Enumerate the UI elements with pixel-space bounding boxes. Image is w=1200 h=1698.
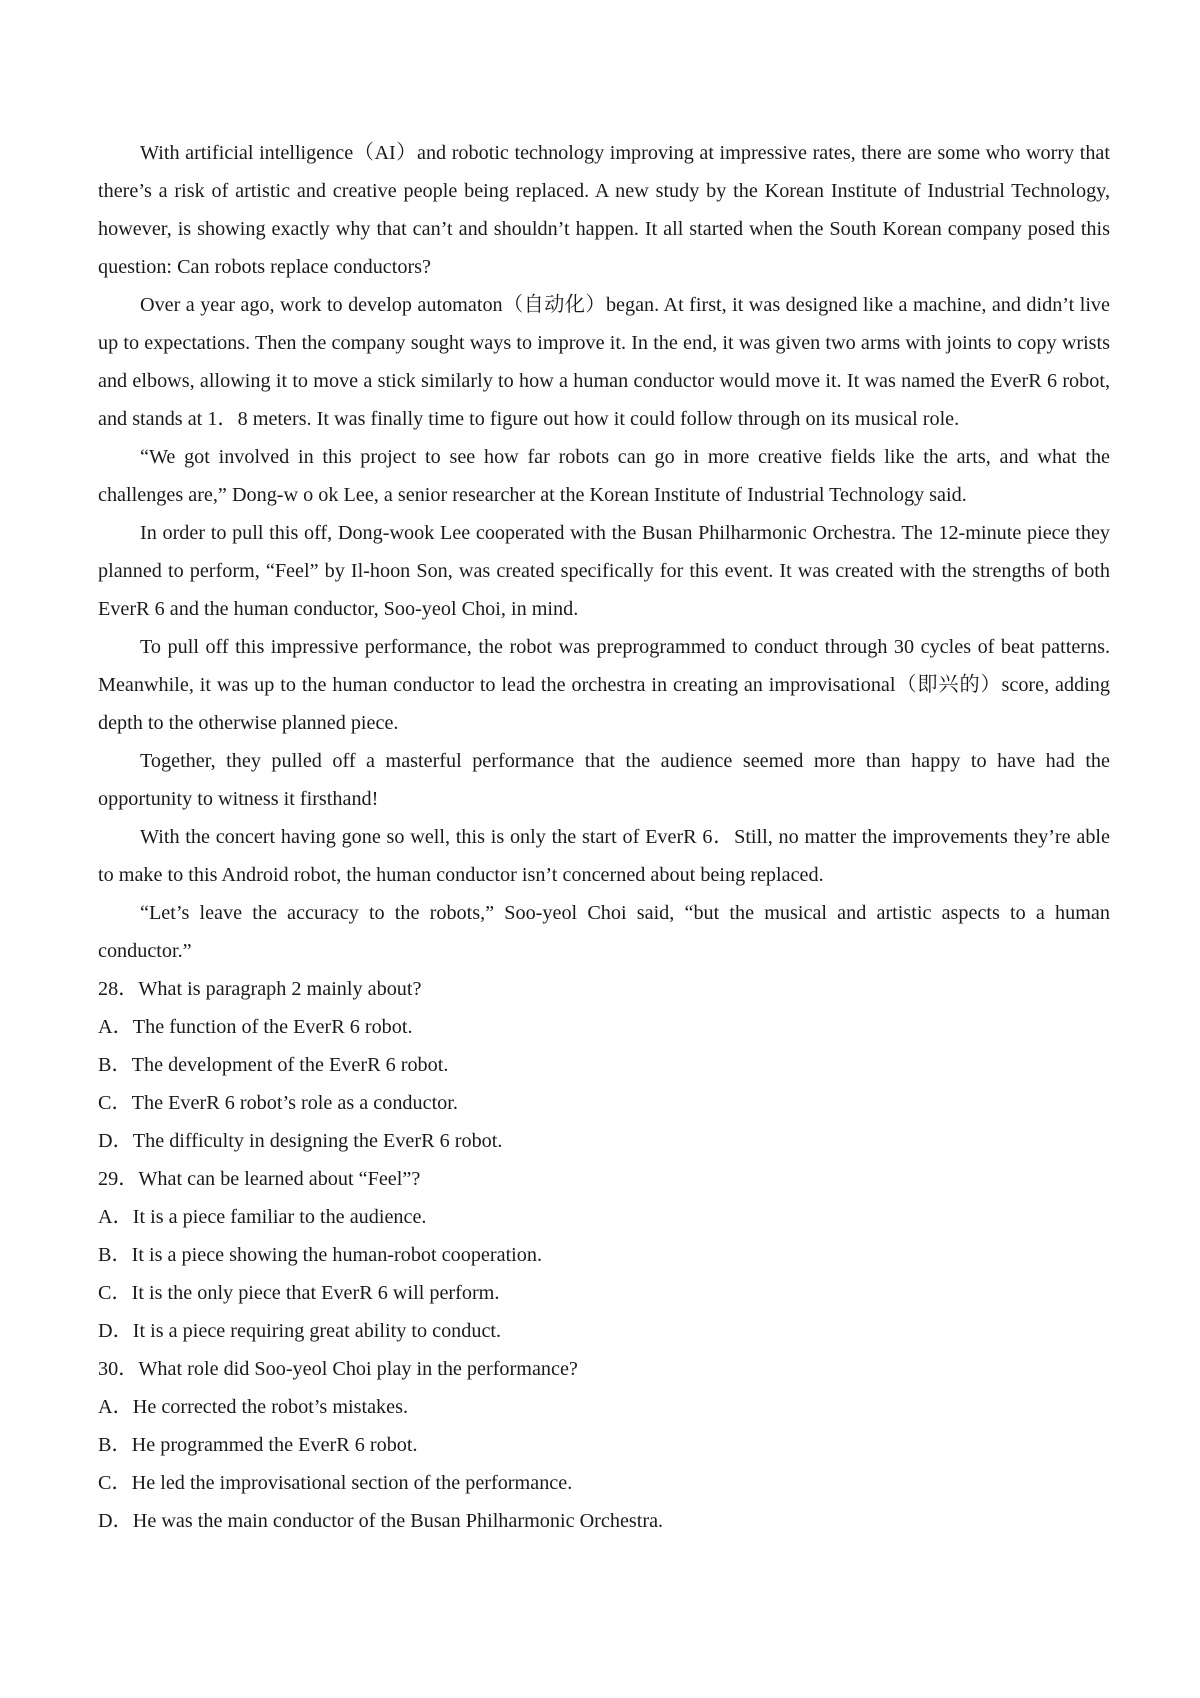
option-b: B．He programmed the EverR 6 robot. (98, 1434, 418, 1456)
passage-paragraph-2: Over a year ago, work to develop automaton（自动化）began. At first, it was designed like a machine, and didn’t live up to expectations. Then the company sought ways to improve it. In the end, it was given two arms with joints to copy wrists and elbows, allowing it to move a stick similarly to how a human conductor would move it. It was named the EverR 6 robot, and stands at 1．8 meters. It was finally time to figure out how it could follow through on its musical role. (98, 294, 1110, 430)
option-a: A．It is a piece familiar to the audience. (98, 1206, 427, 1228)
question-stem: 30．What role did Soo-yeol Choi play in the performance? (98, 1358, 578, 1380)
passage-paragraph-5: To pull off this impressive performance, the robot was preprogrammed to conduct through 30 cycles of beat patterns. Meanwhile, it was up to the human conductor to lead the orchestra in creating an improvisational（即兴的）score, adding depth to the otherwise planned piece. (98, 636, 1110, 734)
option-d: D．He was the main conductor of the Busan Philharmonic Orchestra. (98, 1510, 664, 1532)
option-a: A．He corrected the robot’s mistakes. (98, 1396, 409, 1418)
question-stem: 29．What can be learned about “Feel”? (98, 1168, 421, 1190)
passage-paragraph-4: In order to pull this off, Dong-wook Lee cooperated with the Busan Philharmonic Orchestra. The 12-minute piece they planned to perform, “Feel” by Il-hoon Son, was created specifically for this event. It was created with the strengths of both EverR 6 and the human conductor, Soo-yeol Choi, in mind. (98, 522, 1110, 620)
option-b: B．It is a piece showing the human-robot cooperation. (98, 1244, 543, 1266)
passage-paragraph-6: Together, they pulled off a masterful performance that the audience seemed more than happy to have had the opportunity to witness it firsthand! (98, 750, 1110, 810)
option-b: B．The development of the EverR 6 robot. (98, 1054, 449, 1076)
document-page (98, 134, 1110, 1540)
passage-paragraph-1: With artificial intelligence（AI）and robotic technology improving at impressive rates, there are some who worry that there’s a risk of artistic and creative people being replaced. A new study by the Korean Institute of Industrial Technology, however, is showing exactly why that can’t and shouldn’t happen. It all started when the South Korean company posed this question: Can robots replace conductors? (98, 142, 1110, 278)
reading-passage (98, 134, 1110, 970)
passage-paragraph-8: “Let’s leave the accuracy to the robots,” Soo-yeol Choi said, “but the musical and artistic aspects to a human conductor.” (98, 902, 1110, 962)
question-29 (98, 1160, 1110, 1350)
option-a: A．The function of the EverR 6 robot. (98, 1016, 413, 1038)
option-d: D．It is a piece requiring great ability to conduct. (98, 1320, 502, 1342)
option-c: C．The EverR 6 robot’s role as a conductor. (98, 1092, 458, 1114)
question-30 (98, 1350, 1110, 1540)
passage-paragraph-7: With the concert having gone so well, this is only the start of EverR 6．Still, no matter the improvements they’re able to make to this Android robot, the human conductor isn’t concerned about being replaced. (98, 826, 1110, 886)
option-c: C．It is the only piece that EverR 6 will perform. (98, 1282, 500, 1304)
passage-paragraph-3: “We got involved in this project to see how far robots can go in more creative fields like the arts, and what the challenges are,” Dong-w o ok Lee, a senior researcher at the Korean Institute of Industrial Technology said. (98, 446, 1110, 506)
option-c: C．He led the improvisational section of the performance. (98, 1472, 573, 1494)
question-28 (98, 970, 1110, 1160)
option-d: D．The difficulty in designing the EverR 6 robot. (98, 1130, 503, 1152)
question-stem: 28．What is paragraph 2 mainly about? (98, 978, 422, 1000)
